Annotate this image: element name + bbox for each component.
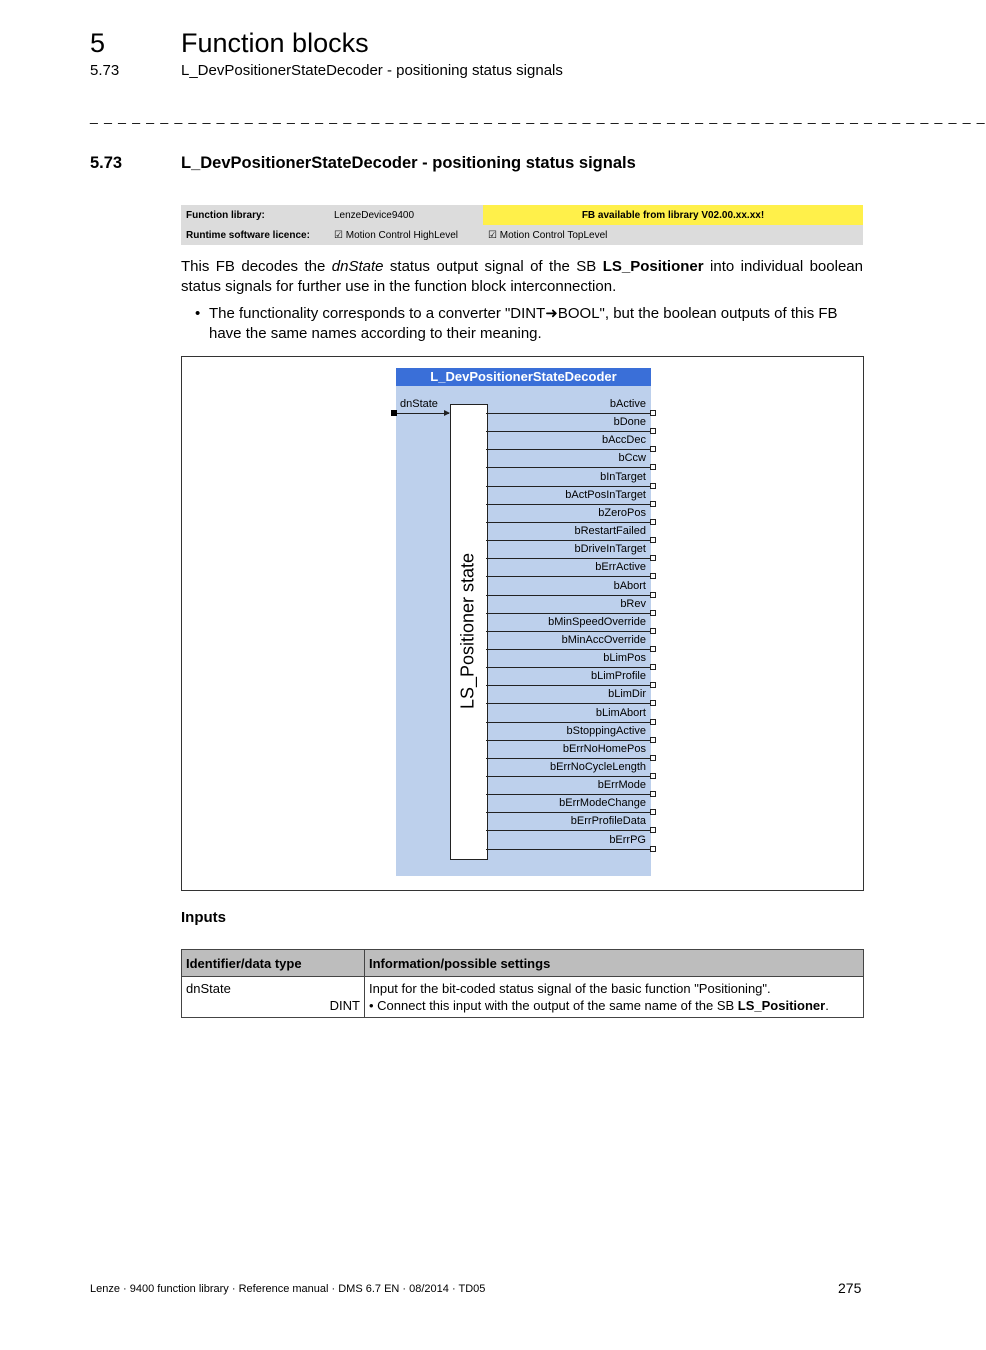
- output-bLimAbort: [486, 705, 653, 723]
- info-bullet-text: • Connect this input with the output of the same name of the SB: [369, 998, 738, 1013]
- output-bAccDec: [486, 432, 653, 450]
- chapter-number: 5: [90, 28, 106, 58]
- inputs-col-identifier: Identifier/data type: [182, 950, 365, 977]
- output-bErrProfileData: [486, 813, 653, 831]
- output-label: bDone: [613, 416, 646, 429]
- section-title: L_DevPositionerStateDecoder - positioning status signals: [181, 154, 636, 172]
- identifier-type: DINT: [329, 998, 360, 1013]
- output-bAbort: [486, 578, 653, 596]
- header-separator: _ _ _ _ _ _ _ _ _ _ _ _ _ _ _ _ _ _ _ _ _ _ _ _ _ _ _ _ _ _ _ _ _ _ _ _ _ _ _ _ _ _ _ _ _ _ _ _ _ _ _ _ _ _ _ _ _ _ _ _ _ _ _ _: [90, 108, 986, 124]
- input-pin: [391, 410, 397, 416]
- output-bInTarget: [486, 469, 653, 487]
- output-bCcw: [486, 450, 653, 468]
- footer-text: Lenze · 9400 function library · Reference manual · DMS 6.7 EN · 08/2014 · TD05: [90, 1283, 486, 1295]
- fb-title: L_DevPositionerStateDecoder: [396, 368, 651, 386]
- output-bErrMode: [486, 777, 653, 795]
- output-bRestartFailed: [486, 523, 653, 541]
- bullet-dot: •: [195, 305, 201, 322]
- licence-highlevel: ☑ Motion Control HighLevel: [329, 225, 483, 245]
- inputs-table: [181, 949, 864, 1018]
- inputs-heading: Inputs: [181, 909, 226, 926]
- output-label: bAbort: [613, 579, 646, 592]
- section-number: 5.73: [90, 154, 123, 172]
- info-cell: [365, 977, 864, 1018]
- output-label: bActive: [609, 398, 646, 410]
- output-label: bRestartFailed: [574, 525, 646, 538]
- licence-toplevel: ☑ Motion Control TopLevel: [483, 225, 863, 245]
- library-value: LenzeDevice9400: [329, 205, 483, 225]
- info-text: Input for the bit-coded status signal of the basic function "Positioning".: [369, 981, 771, 996]
- output-bLimDir: [486, 686, 653, 704]
- intro-text-2: status output signal of the SB: [383, 258, 603, 275]
- output-bZeroPos: [486, 505, 653, 523]
- intro-sb-name: LS_Positioner: [602, 258, 704, 275]
- output-label: bErrPG: [609, 833, 646, 846]
- output-label: bLimDir: [608, 688, 646, 701]
- header-section-number: 5.73: [90, 62, 120, 79]
- output-bMinAccOverride: [486, 632, 653, 650]
- output-label: bLimPos: [603, 652, 646, 665]
- output-label: bErrModeChange: [559, 797, 646, 810]
- output-bRev: [486, 596, 653, 614]
- library-table: [181, 205, 863, 245]
- output-label: bRev: [620, 597, 646, 610]
- output-label: bAccDec: [601, 434, 646, 447]
- output-label: bDriveInTarget: [574, 543, 646, 556]
- intro-paragraph: [181, 257, 863, 297]
- bullet-text: The functionality corresponds to a converter "DINT➜BOOL", but the boolean outputs of this FB have the same names according to their meaning.: [209, 305, 838, 342]
- output-label: bInTarget: [600, 470, 646, 483]
- output-bStoppingActive: [486, 723, 653, 741]
- output-bErrNoHomePos: [486, 741, 653, 759]
- table-row: [182, 977, 864, 1018]
- output-bActive: [486, 396, 653, 414]
- output-label: bErrNoHomePos: [562, 742, 646, 755]
- library-note: FB available from library V02.00.xx.xx!: [483, 205, 863, 225]
- page-number: 275: [838, 1280, 862, 1296]
- intro-signal-name: dnState: [331, 258, 384, 275]
- output-label: bLimProfile: [590, 670, 646, 683]
- identifier-name: dnState: [186, 981, 231, 996]
- info-bullet-sb: LS_Positioner: [737, 998, 826, 1013]
- sb-label: LS_Positioner state: [457, 552, 478, 710]
- output-label: bErrMode: [597, 779, 646, 792]
- header-section-title: L_DevPositionerStateDecoder - positioning status signals: [181, 62, 563, 79]
- output-label: bMinSpeedOverride: [548, 615, 646, 628]
- output-bMinSpeedOverride: [486, 614, 653, 632]
- output-label: bErrNoCycleLength: [550, 761, 646, 773]
- output-bErrNoCycleLength: [486, 759, 653, 777]
- output-bErrModeChange: [486, 795, 653, 813]
- intro-text-1: This FB decodes the: [181, 258, 332, 275]
- output-label: bZeroPos: [598, 506, 646, 519]
- output-bErrActive: [486, 559, 653, 577]
- intro-text-3: into individual boolean status signals for further use in the function block interconnection.: [181, 258, 863, 295]
- output-line: [486, 849, 653, 850]
- fb-diagram: [181, 356, 864, 891]
- chapter-title: Function blocks: [181, 28, 369, 58]
- output-bLimPos: [486, 650, 653, 668]
- output-label: bCcw: [618, 452, 646, 465]
- input-label: dnState: [400, 398, 438, 410]
- output-bLimProfile: [486, 668, 653, 686]
- identifier-cell: [182, 977, 365, 1018]
- output-label: bErrActive: [595, 561, 646, 574]
- licence-label: Runtime software licence:: [181, 225, 329, 245]
- output-bActPosInTarget: [486, 487, 653, 505]
- output-bDone: [486, 414, 653, 432]
- inputs-col-info: Information/possible settings: [365, 950, 864, 977]
- output-label: bErrProfileData: [570, 815, 646, 828]
- info-bullet-end: .: [825, 998, 829, 1013]
- output-label: bMinAccOverride: [561, 633, 646, 646]
- info-bullet: [369, 997, 859, 1014]
- input-line: [394, 413, 449, 414]
- output-bErrPG: [486, 832, 653, 850]
- output-label: bStoppingActive: [566, 724, 646, 737]
- output-label: bActPosInTarget: [565, 488, 646, 501]
- input-arrow-icon: [444, 410, 450, 416]
- output-label: bLimAbort: [595, 706, 646, 719]
- library-label: Function library:: [181, 205, 329, 225]
- output-pin: [650, 846, 656, 852]
- output-bDriveInTarget: [486, 541, 653, 559]
